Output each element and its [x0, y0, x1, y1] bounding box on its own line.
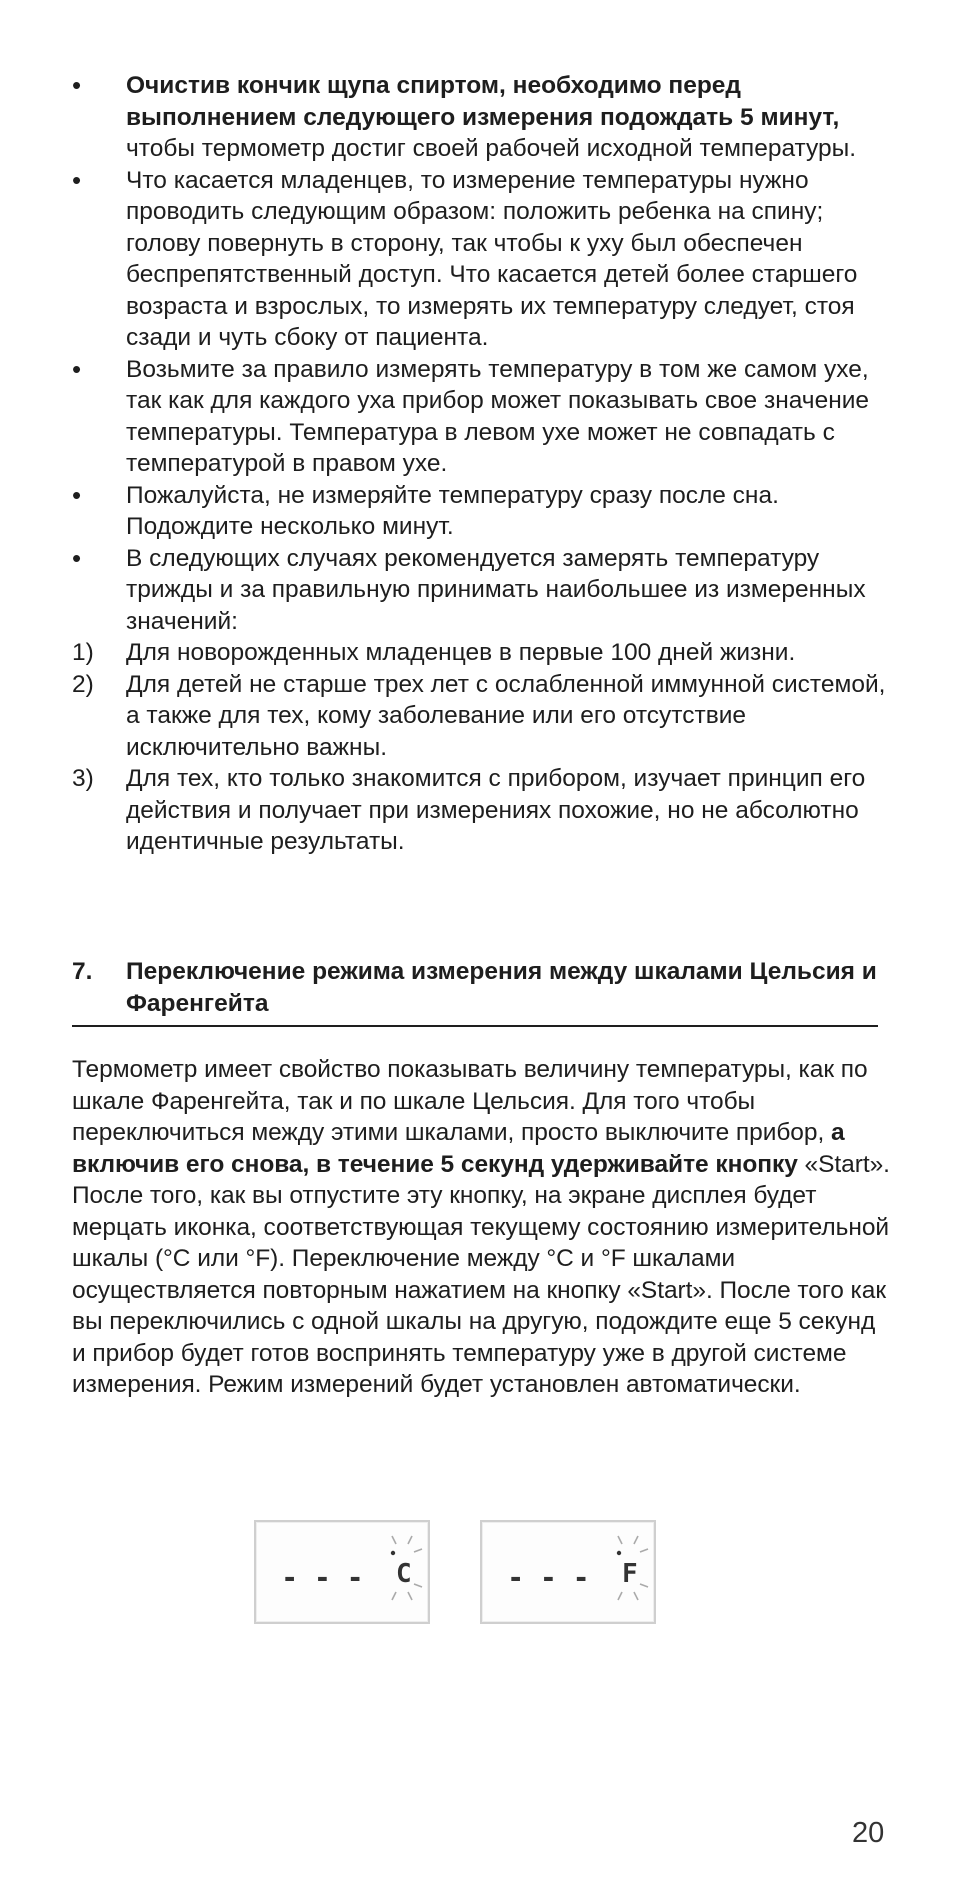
degree-dot	[391, 1551, 395, 1555]
item-text: Пожалуйста, не измеряйте температуру сразу после сна. Подождите несколько минут.	[126, 481, 779, 540]
list-item	[72, 543, 892, 638]
item-text: Что касается младенцев, то измерение температуры нужно проводить следующим образом: положить ребенка на спину; голову повернуть в сторону, так чтобы к уху был обеспечен беспрепятственный доступ. Что касается детей более старшего возраста и взрослых, то измерять их температуру следует, стоя сзади и чуть сбоку от пациента.	[126, 166, 858, 351]
number-marker: 1)	[72, 639, 94, 666]
unit-letter: C	[396, 1559, 412, 1589]
item-text: Возьмите за правило измерять температуру в том же самом ухе, так как для каждого уха прибор может показывать свое значение температуры. Температура в левом ухе может не совпадать с температурой в правом ухе.	[126, 355, 870, 477]
number-marker: 3)	[72, 765, 94, 792]
celsius-lcd-icon	[256, 1522, 428, 1622]
bullet-marker: •	[72, 353, 82, 384]
display-dashes: - - -	[284, 1558, 367, 1596]
number-marker: 2)	[72, 670, 94, 698]
list-item	[72, 480, 892, 543]
celsius-display	[254, 1520, 430, 1624]
numbered-item	[72, 637, 892, 669]
item-text: В следующих случаях рекомендуется замерять температуру трижды и за правильную принимать наибольшее из измеренных значений:	[126, 544, 866, 635]
bullet-marker: •	[72, 164, 82, 195]
list-item	[72, 354, 892, 480]
display-dashes: - - -	[510, 1558, 593, 1596]
unit-letter: F	[622, 1559, 638, 1589]
numbered-item	[72, 763, 892, 858]
item-text: Для детей не старше трех лет с ослабленной иммунной системой, а также для тех, кому заболевание или его отсутствие исключительно важны.	[126, 670, 886, 761]
list-item	[72, 70, 892, 165]
item-bold-text: Очистив кончик щупа спиртом, необходимо перед выполнением следующего измерения подождать 5 минут,	[126, 72, 840, 131]
page-number: 20	[852, 1817, 885, 1849]
instruction-list	[72, 70, 892, 858]
body-paragraph	[72, 1054, 892, 1401]
fahrenheit-lcd-icon	[482, 1522, 654, 1622]
list-item	[72, 165, 892, 354]
paragraph-text: Термометр имеет свойство показывать величину температуры, как по шкале Фаренгейта, так и по шкале Цельсия. Для того чтобы переключиться между этими шкалами, просто выключите прибор,	[72, 1056, 868, 1146]
bullet-marker: •	[72, 542, 82, 573]
item-text: Для тех, кто только знакомится с прибором, изучает принцип его действия и получает при измерениях похожие, но не абсолютно идентичные результаты.	[126, 765, 866, 855]
degree-dot	[617, 1551, 621, 1555]
paragraph-text-continued: «Start». После того, как вы отпустите эту кнопку, на экране дисплея будет мерцать иконка, соответствующая текущему состоянию измерительной шкалы (°C или °F). Переключение между °C и °F шкалами осуществляется повторным нажатием на кнопку «Start». После того как вы переключились с одной шкалы на другую, подождите еще 5 секунд и прибор будет готов воспринять температуру уже в другой системе измерения. Режим измерений будет установлен автоматически.	[72, 1150, 890, 1398]
bullet-marker: •	[72, 479, 82, 510]
item-text: Для новорожденных младенцев в первые 100 дней жизни.	[126, 639, 796, 666]
fahrenheit-display	[480, 1520, 656, 1624]
item-text: чтобы термометр достиг своей рабочей исходной температуры.	[126, 135, 857, 162]
section-heading	[72, 956, 878, 1027]
numbered-item	[72, 669, 892, 764]
paragraph-bold-text: а включив его снова, в течение 5 секунд удерживайте кнопку	[72, 1119, 845, 1178]
bullet-marker: •	[72, 70, 82, 100]
section-number: 7.	[72, 958, 93, 985]
section-title: Переключение режима измерения между шкалами Цельсия и Фаренгейта	[126, 958, 877, 1017]
